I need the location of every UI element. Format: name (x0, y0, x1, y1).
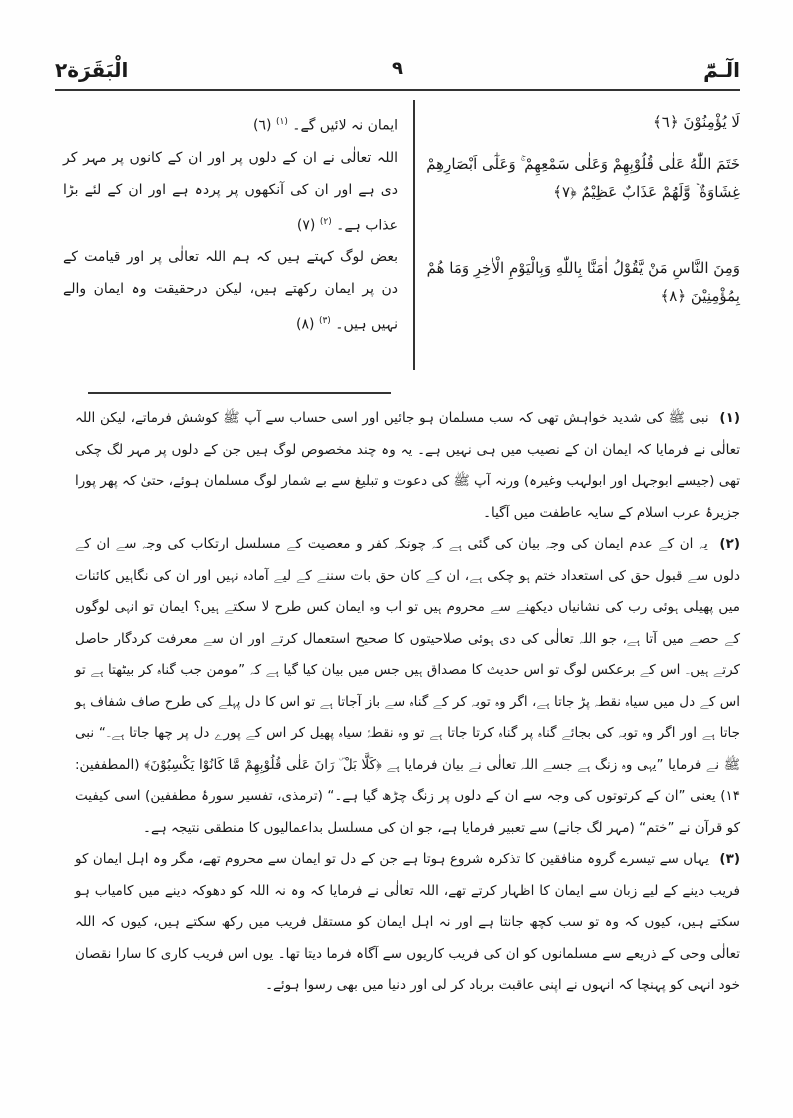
translation-text: اللہ تعالٰی نے ان کے دلوں پر اور ان کے کانوں پر مہر کر دی ہے اور ان کی آنکھوں پر پردہ ہے اور ان کے لئے بڑا عذاب ہے۔ (63, 149, 398, 234)
header-divider (55, 89, 740, 91)
verse-number: (٦) (253, 117, 272, 134)
translation-text: بعض لوگ کہتے ہیں کہ ہم اللہ تعالٰی پر اور قیامت کے دن پر ایمان رکھتے ہیں، لیکن درحقیقت وہ ایمان والے نہیں ہیں۔ (63, 249, 398, 333)
verse-number: (٧) (296, 217, 316, 234)
column-divider (413, 100, 415, 370)
footnotes-section (75, 403, 740, 1002)
footnote-1 (75, 403, 740, 529)
footnote-3 (75, 844, 740, 1002)
urdu-translation-column (63, 106, 398, 341)
translation-verse-7 (63, 142, 398, 242)
juz-title: الٓـمّٓ (703, 58, 740, 82)
footnote-number: (۳) (719, 851, 740, 867)
footnote-number: (۱) (719, 410, 740, 426)
verse-number: (٨) (296, 316, 315, 333)
arabic-verse-6: لَا يُؤْمِنُوْنَ ﴿٦﴾ (653, 113, 740, 131)
footnote-text: یہ ان کے عدم ایمان کی وجہ بیان کی گئی ہے کہ چونکہ کفر و معصیت کے مسلسل ارتکاب کی وجہ سے ان کے دلوں سے قبول حق کی استعداد ختم ہو چکی ہے، ان کے کان حق بات سننے کے لیے آمادہ نہیں اور ان کی نگاہیں کائنات میں پھیلی ہوئی رب کی نشانیاں دیکھنے سے محروم ہیں تو اب وہ ایمان کس طرح لا سکتے ہیں؟ ایمان تو انہی لوگوں کے حصے میں آتا ہے، جو اللہ تعالٰی کی دی ہوئی صلاحیتوں کا صحیح استعمال کرتے اور ان سے معرفت کردگار حاصل کرتے ہیں۔ اس کے برعکس لوگ تو اس حدیث کا مصداق ہیں جس میں بیان کیا گیا ہے کہ ”مومن جب گناہ کر بیٹھتا ہے تو اس کے دل میں سیاہ نقطہ پڑ جاتا ہے، اگر وہ توبہ کر کے گناہ سے باز آجاتا ہے تو اس کا دل پہلے کی طرح صاف شفاف ہو جاتا ہے اور اگر وہ توبہ کی بجائے گناہ پر گناہ کرتا جاتا ہے تو وہ نقطۂ سیاہ پھیل کر اس کے پورے دل پر چھا جاتا ہے۔“ نبی ﷺ نے فرمایا ”یہی وہ زنگ ہے جسے اللہ تعالٰی نے بیان فرمایا ہے ﴿كَلَّا بَلْ ۜ رَانَ عَلٰى قُلُوْبِهِمْ مَّا كَانُوْا يَكْسِبُوْنَ﴾ (المطففین: ۱۴) یعنی ”ان کے کرتوتوں کی وجہ سے ان کے دلوں پر زنگ چڑھ گیا ہے۔“ (ترمذی، تفسیر سورۂ مطففین) اسی کیفیت کو قرآن نے ”ختم“ (مہر لگ جانے) سے تعبیر فرمایا ہے، جو ان کی مسلسل بداعمالیوں کا منطقی نتیجہ ہے۔ (75, 536, 740, 836)
translation-text: ایمان نہ لائیں گے۔ (292, 117, 398, 134)
page-header (55, 58, 740, 88)
footnote-number: (۲) (719, 536, 740, 552)
arabic-verses-column (425, 108, 740, 324)
footnote-divider (88, 392, 391, 394)
footnote-2 (75, 529, 740, 844)
surah-title: الْبَقَرَة٢ (55, 58, 129, 82)
footnote-ref[interactable]: (۳) (318, 316, 331, 327)
arabic-verse-7: خَتَمَ اللّٰهُ عَلٰى قُلُوْبِهِمْ وَعَلٰى سَمْعِهِمْ ۚ وَعَلٰٓى اَبْصَارِهِمْ غِشَاوَةٌ ۡ وَّلَهُمْ عَذَابٌ عَظِيْمٌ ﴿٧﴾ (426, 155, 740, 201)
footnote-text: یہاں سے تیسرے گروہ منافقین کا تذکرہ شروع ہوتا ہے جن کے دل تو ایمان سے محروم تھے، مگر وہ اہل ایمان کو فریب دینے کے لیے زبان سے ایمان کا اظہار کرتے تھے، اللہ تعالٰی نے فرمایا کہ وہ نہ اللہ کو دھوکہ دینے میں کامیاب ہو سکتے ہیں، کیوں کہ وہ تو سب کچھ جانتا ہے اور نہ اہل ایمان کو مستقل فریب میں رکھ سکتے ہیں، کیوں کہ اللہ تعالٰی وحی کے ذریعے سے مسلمانوں کو ان کی فریب کاریوں سے آگاہ فرما دیتا تھا۔ یوں اس فریب کاری کا سارا نقصان خود انہی کو پہنچا کہ انہوں نے اپنی عاقبت برباد کر لی اور دنیا میں بھی رسوا ہوئے۔ (75, 851, 740, 993)
arabic-verse-8: وَمِنَ النَّاسِ مَنْ يَّقُوْلُ اٰمَنَّا بِاللّٰهِ وَبِالْيَوْمِ الْاٰخِرِ وَمَا هُمْ بِمُؤْمِنِيْنَ ﴿٨﴾ (426, 259, 740, 305)
footnote-ref[interactable]: (۱) (275, 117, 288, 127)
translation-verse-8 (63, 241, 398, 341)
footnote-ref[interactable]: (۲) (319, 216, 332, 227)
translation-verse-6 (63, 106, 398, 142)
footnote-text: نبی ﷺ کی شدید خواہش تھی کہ سب مسلمان ہو جائیں اور اسی حساب سے آپ ﷺ کوشش فرماتے، لیکن اللہ تعالٰی نے فرمایا کہ ایمان ان کے نصیب میں ہی نہیں ہے۔ یہ وہ چند مخصوص لوگ ہیں جن کے دلوں پر مہر لگ چکی تھی (جیسے ابوجہل اور ابولہب وغیرہ) ورنہ آپ ﷺ کی دعوت و تبلیغ سے بے شمار لوگ مسلمان ہوئے، حتیٰ کہ پھر پورا جزیرۂ عرب اسلام کے سایہ عاطفت میں آگیا۔ (75, 410, 740, 521)
verse-columns (55, 100, 740, 370)
page-number: ٩ (392, 58, 403, 79)
verse-spacer (425, 220, 740, 254)
